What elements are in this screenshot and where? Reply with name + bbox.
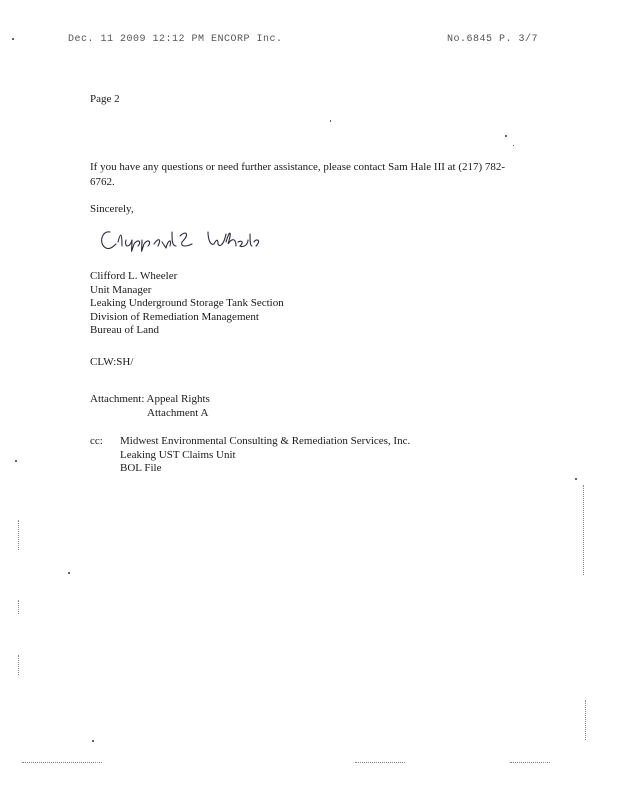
scan-edge-noise <box>18 655 20 675</box>
cc-recipient: Midwest Environmental Consulting & Remediation Services, Inc. <box>120 435 411 447</box>
signer-name: Clifford L. Wheeler <box>90 270 178 282</box>
cc-recipient: BOL File <box>120 462 162 474</box>
signer-section: Leaking Underground Storage Tank Section <box>90 297 284 309</box>
scan-edge-noise <box>18 520 20 550</box>
closing: Sincerely, <box>90 203 134 215</box>
scan-speck <box>68 572 70 574</box>
page-label: Page 2 <box>90 93 120 105</box>
signer-division: Division of Remediation Management <box>90 310 259 323</box>
scan-edge-noise <box>18 600 20 614</box>
scan-speck <box>92 740 94 742</box>
attachment-item: Appeal Rights <box>146 393 210 405</box>
scan-edge-noise <box>510 762 550 764</box>
scan-edge-noise <box>585 700 587 740</box>
reference-initials: CLW:SH/ <box>90 356 134 368</box>
attachments <box>90 393 210 420</box>
cc-label: cc: <box>90 435 103 447</box>
signer-bureau: Bureau of Land <box>90 324 160 336</box>
fax-header-right: No.6845 P. 3/7 <box>446 34 538 45</box>
cc-recipient: Leaking UST Claims Unit <box>120 448 236 461</box>
scan-edge-noise <box>583 485 585 575</box>
handwritten-signature <box>96 222 266 258</box>
scan-speck <box>12 38 14 40</box>
scan-speck <box>575 478 577 480</box>
scan-edge-noise <box>22 762 102 764</box>
signer-title: Unit Manager <box>90 283 152 296</box>
scan-speck <box>505 135 507 137</box>
scan-speck <box>330 120 331 122</box>
fax-header-left: Dec. 11 2009 12:12 PM ENCORP Inc. <box>68 34 283 45</box>
body-paragraph: If you have any questions or need further assistance, please contact Sam Hale III at (217) 782-6762. <box>90 161 506 188</box>
fax-header <box>68 34 538 48</box>
attachments-label: Attachment: <box>90 393 145 405</box>
scan-speck <box>513 145 514 146</box>
attachment-item: Attachment A <box>147 406 209 419</box>
scan-speck <box>15 460 17 462</box>
signature-block <box>90 270 284 338</box>
scan-edge-noise <box>355 762 405 764</box>
